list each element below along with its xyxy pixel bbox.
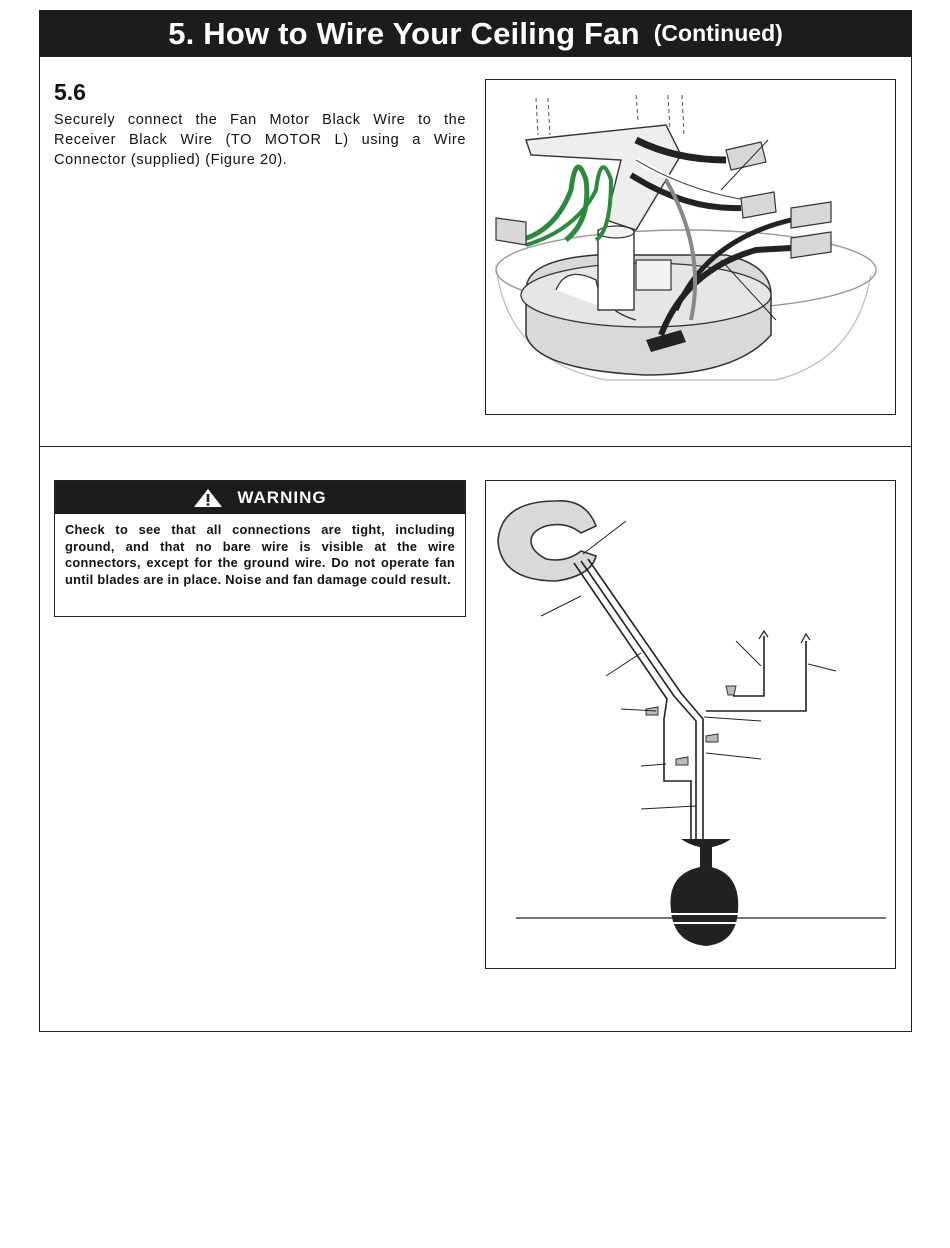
figure-20-wiring-illustration [485, 79, 896, 415]
wiring-illustration [486, 80, 895, 414]
section-header [39, 10, 912, 57]
warning-triangle-icon [193, 488, 223, 508]
warning-header [55, 481, 465, 514]
step-number: 5.6 [54, 79, 86, 105]
section-subtitle: (Continued) [653, 20, 783, 46]
warning-text: Check to see that all connections are tight, including ground, and that no bare wire is visible at the wire connectors, except for the ground wire. Do not operate fan until blades are in place. Noise and fan damage could result. [65, 522, 455, 587]
warning-box [54, 480, 466, 617]
wiring-schematic [486, 481, 895, 968]
wiring-schematic-diagram [485, 480, 896, 969]
warning-label: WARNING [237, 487, 327, 507]
step-instructions: Securely connect the Fan Motor Black Wire to the Receiver Black Wire (TO MOTOR L) using a Wire Connector (supplied) (Figure 20). [54, 112, 466, 168]
warning-panel [39, 446, 912, 1032]
section-title: 5. How to Wire Your Ceiling Fan [168, 15, 640, 51]
step-panel [39, 57, 912, 447]
